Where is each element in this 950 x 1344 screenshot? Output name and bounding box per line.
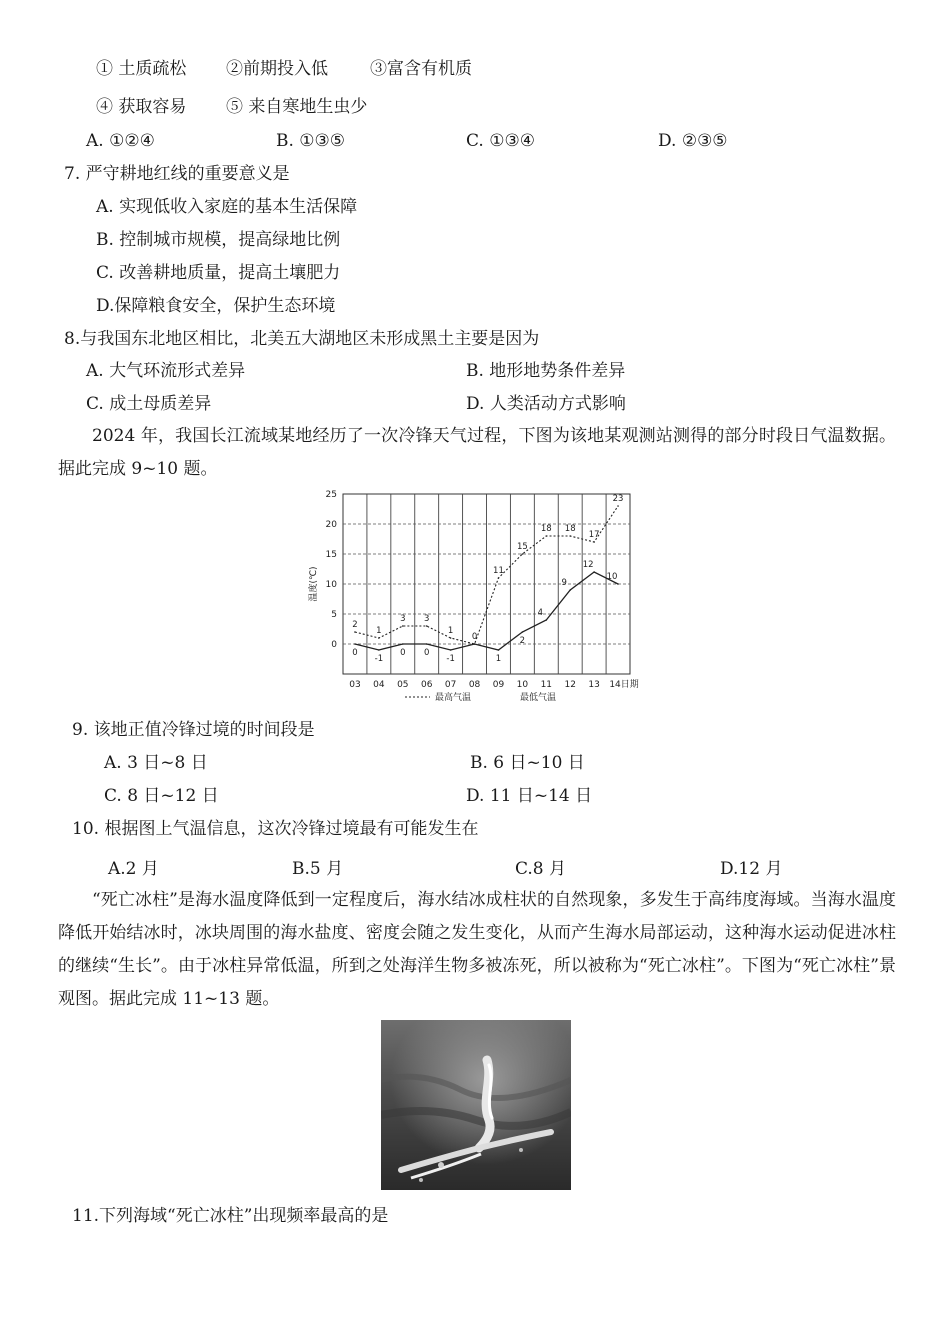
data-label-low: -1 [374, 654, 384, 664]
legend-label-high: 最高气温 [435, 693, 472, 703]
q8-option-b: B. 地形地势条件差异 [466, 361, 626, 381]
death-icicle-photo [381, 1020, 571, 1190]
point-high [402, 625, 404, 627]
x-tick-label: 03 [349, 680, 361, 690]
q9-option-d: D. 11 日~14 日 [466, 786, 593, 806]
q10-option-a: A.2 月 [108, 859, 159, 879]
point-high [522, 553, 524, 555]
q6-item-4: ④ 获取容易 [96, 97, 187, 117]
q6-item-1: ① 土质疏松 [96, 59, 187, 79]
point-high [498, 577, 500, 579]
x-tick-label: 14日期 [609, 680, 639, 690]
q8-option-d: D. 人类活动方式影响 [466, 394, 626, 414]
data-label-high: 18 [564, 524, 576, 534]
point-high [569, 535, 571, 537]
q8-option-c: C. 成土母质差异 [86, 394, 212, 414]
q6-option-b: B. ①③⑤ [276, 131, 346, 151]
q7-option-b: B. 控制城市规模，提高绿地比例 [96, 230, 341, 250]
q7-stem: 7. 严守耕地红线的重要意义是 [64, 164, 290, 184]
x-tick-label: 10 [516, 680, 529, 690]
point-high [593, 541, 595, 543]
q7-option-d: D.保障粮食安全，保护生态环境 [96, 296, 336, 316]
point-low [378, 649, 380, 651]
q6-option-a: A. ①②④ [86, 131, 155, 151]
point-low [569, 589, 571, 591]
point-low [522, 631, 524, 633]
y-tick-label: 15 [325, 550, 337, 560]
data-label-high: 0 [471, 632, 478, 642]
data-label-low: 12 [582, 560, 594, 570]
q10-option-c: C.8 月 [515, 859, 567, 879]
q9-stem: 9. 该地正值冷锋过境的时间段是 [72, 720, 315, 740]
x-tick-label: 11 [540, 680, 553, 690]
data-label-low: 1 [495, 654, 502, 664]
q9-option-a: A. 3 日~8 日 [104, 753, 208, 773]
point-high [378, 637, 380, 639]
point-low [450, 649, 452, 651]
q11-stem: 11.下列海域“死亡冰柱”出现频率最高的是 [72, 1206, 389, 1226]
point-low [617, 583, 619, 585]
data-label-high: 2 [352, 620, 358, 630]
x-tick-label: 07 [444, 680, 457, 690]
y-tick-label: 20 [325, 520, 337, 530]
y-axis-label: 温度(℃) [309, 566, 319, 602]
q9-option-c: C. 8 日~12 日 [104, 786, 219, 806]
data-label-high: 3 [423, 614, 430, 624]
point-low [426, 643, 428, 645]
x-tick-label: 09 [492, 680, 505, 690]
data-label-high: 23 [612, 494, 624, 504]
temperature-chart [300, 484, 655, 714]
y-tick-label: 25 [325, 490, 337, 500]
data-label-high: 11 [493, 566, 504, 576]
data-label-low: 10 [606, 572, 618, 582]
data-label-high: 3 [400, 614, 406, 624]
x-tick-label: 12 [564, 680, 576, 690]
x-tick-label: 13 [588, 680, 600, 690]
data-label-high: 1 [447, 626, 454, 636]
point-low [593, 571, 595, 573]
q10-stem: 10. 根据图上气温信息，这次冷锋过境最有可能发生在 [72, 819, 479, 839]
legend-label-low: 最低气温 [520, 693, 557, 703]
intro-9-10: 2024 年，我国长江流域某地经历了一次冷锋天气过程，下图为该地某观测站测得的部分时段日气温数据。据此完成 9~10 题。 [58, 426, 896, 479]
data-label-low: 0 [352, 648, 358, 658]
q6-option-c: C. ①③④ [466, 131, 535, 151]
intro-11-13: “死亡冰柱”是海水温度降低到一定程度后，海水结冰成柱状的自然现象，多发生于高纬度海域。当海水温度降低开始结冰时，冰块周围的海水盐度、密度会随之发生变化，从而产生海水局部运动，这种海水运动促进冰柱的继续“生长”。由于冰柱异常低温，所到之处海洋生物多被冻死，所以被称为“死亡冰柱”。下图为“死亡冰柱”景观图。据此完成 11~13 题。 [58, 890, 896, 1009]
point-low [498, 649, 500, 651]
y-tick-label: 0 [331, 640, 337, 650]
y-tick-label: 10 [325, 580, 337, 590]
data-label-low: 9 [561, 578, 567, 588]
q6-item-2: ②前期投入低 [226, 59, 328, 79]
q8-option-a: A. 大气环流形式差异 [86, 361, 246, 381]
point-high [545, 535, 547, 537]
q7-option-a: A. 实现低收入家庭的基本生活保障 [96, 197, 358, 217]
point-low [354, 643, 356, 645]
point-high [450, 637, 452, 639]
q6-option-d: D. ②③⑤ [658, 131, 728, 151]
data-label-high: 17 [588, 530, 600, 540]
data-label-low: 4 [537, 608, 544, 618]
data-label-high: 1 [376, 626, 382, 636]
point-high [617, 505, 619, 507]
point-high [354, 631, 356, 633]
data-label-low: 0 [423, 648, 430, 658]
q6-item-5: ⑤ 来自寒地生虫少 [226, 97, 368, 117]
x-tick-label: 05 [397, 680, 409, 690]
q6-item-3: ③富含有机质 [370, 59, 472, 79]
x-tick-label: 04 [373, 680, 385, 690]
data-label-low: 0 [400, 648, 406, 658]
q7-option-c: C. 改善耕地质量，提高土壤肥力 [96, 263, 341, 283]
data-label-high: 15 [516, 542, 528, 552]
data-label-low: -1 [446, 654, 455, 664]
q10-option-d: D.12 月 [720, 859, 783, 879]
q9-option-b: B. 6 日~10 日 [470, 753, 585, 773]
data-label-low: 2 [519, 636, 526, 646]
point-low [474, 643, 476, 645]
q10-option-b: B.5 月 [292, 859, 344, 879]
x-tick-label: 06 [420, 680, 433, 690]
data-label-high: 18 [540, 524, 552, 534]
point-low [545, 619, 547, 621]
x-tick-label: 08 [468, 680, 481, 690]
point-high [426, 625, 428, 627]
q8-stem: 8.与我国东北地区相比，北美五大湖地区未形成黑土主要是因为 [64, 329, 540, 349]
point-low [402, 643, 404, 645]
y-tick-label: 5 [331, 610, 337, 620]
